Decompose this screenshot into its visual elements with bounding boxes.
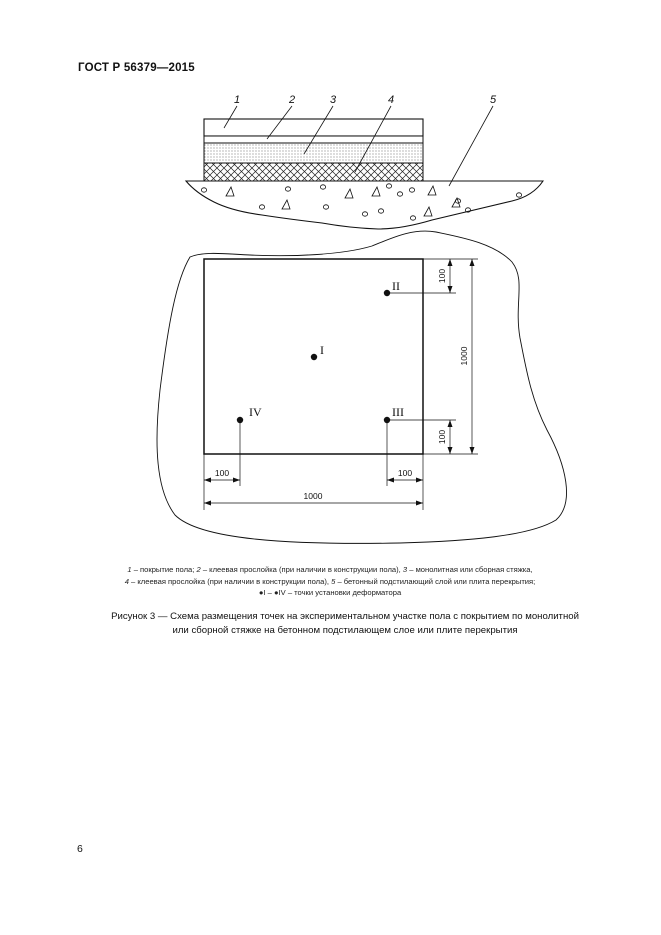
arrowhead <box>204 478 211 483</box>
arrowhead <box>448 286 453 293</box>
layer-4-adhesive <box>204 163 423 181</box>
point-III-label: III <box>392 405 404 419</box>
figure-caption-line-2: или сборной стяжке на бетонном подстилающем слое или плите перекрытия <box>172 625 518 636</box>
floor-cross-section <box>186 94 543 229</box>
arrowhead <box>387 478 394 483</box>
legend-line-1: 1 – покрытие пола; 2 – клеевая прослойка (при наличии в конструкции пола), 3 – монолитная или сборная стяжка, <box>127 565 533 574</box>
arrowhead <box>470 447 475 454</box>
figure-caption-line-1: Рисунок 3 — Схема размещения точек на экспериментальном участке пола с покрытием по монолитной <box>111 611 579 622</box>
arrowhead <box>416 501 423 506</box>
dimension-label-left-offset: 100 <box>214 468 230 478</box>
layer-3-screed <box>204 143 423 163</box>
layer-label-4: 4 <box>388 94 395 106</box>
arrowhead <box>448 420 453 427</box>
layer-5-concrete-base <box>186 181 543 229</box>
point-II-label: II <box>392 279 400 293</box>
layer-label-3: 3 <box>330 94 337 106</box>
dimension-label-top-offset: 100 <box>437 268 447 284</box>
point-II-marker <box>384 290 390 296</box>
point-I-label: I <box>320 343 324 357</box>
point-IV-marker <box>237 417 243 423</box>
point-III-marker <box>384 417 390 423</box>
layer-label-5: 5 <box>490 94 497 106</box>
dimension-label-bottom-offset: 100 <box>437 429 447 445</box>
legend-line-3: ●I – ●IV – точки установки деформатора <box>258 588 402 597</box>
dimension-label-height: 1000 <box>459 346 469 366</box>
arrowhead <box>416 478 423 483</box>
arrowhead <box>204 501 211 506</box>
layer-label-2: 2 <box>289 94 296 106</box>
point-I-marker <box>311 354 317 360</box>
arrowhead <box>448 447 453 454</box>
layer-label-1: 1 <box>234 94 241 106</box>
dimension-label-width: 1000 <box>303 491 323 501</box>
legend-line-2: 4 – клеевая прослойка (при наличии в конструкции пола), 5 – бетонный подстилающий слой или плита перекрытия; <box>124 576 536 586</box>
page-number: 6 <box>77 843 83 855</box>
document-header: ГОСТ Р 56379—2015 <box>78 62 195 74</box>
arrowhead <box>448 259 453 266</box>
point-IV-label: IV <box>249 405 262 419</box>
plan-view <box>157 231 567 543</box>
leader-line <box>449 106 493 186</box>
layer-1-floor-covering <box>204 119 423 136</box>
layer-2-adhesive <box>204 136 423 143</box>
test-area-boundary <box>157 231 567 543</box>
arrowhead <box>470 259 475 266</box>
figure-caption <box>80 610 610 638</box>
arrowhead <box>233 478 240 483</box>
dimension-label-right-offset: 100 <box>397 468 413 478</box>
